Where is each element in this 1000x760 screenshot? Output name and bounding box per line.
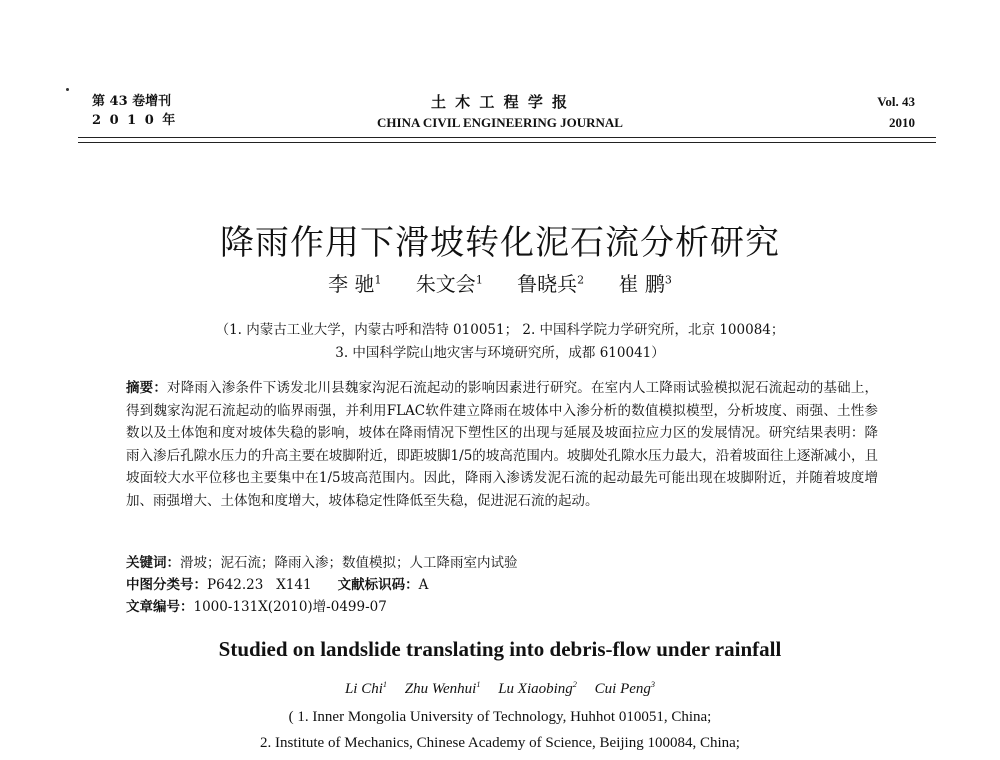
authors-cn bbox=[0, 268, 1000, 297]
classification-label: 中图分类号： bbox=[126, 577, 207, 593]
journal-name-en: CHINA CIVIL ENGINEERING JOURNAL bbox=[377, 115, 623, 130]
author-en: Lu Xiaobing$^2$ bbox=[498, 680, 577, 697]
year-label-en: 2010 bbox=[889, 115, 915, 130]
author-cn: 朱文会$^1$ bbox=[415, 272, 483, 296]
header-rule-top bbox=[78, 137, 936, 138]
classification-line bbox=[126, 575, 428, 595]
author-cn: 崔 鹏$^3$ bbox=[618, 272, 672, 296]
keywords-label: 关键词： bbox=[126, 555, 180, 571]
affiliation-en-line1: ( 1. Inner Mongolia University of Technology, Huhhot 010051, China; bbox=[288, 709, 712, 725]
year-label-cn: 2 0 1 0 年 bbox=[92, 113, 178, 128]
abstract-label: 摘要： bbox=[126, 380, 168, 396]
paper-title-cn: 降雨作用下滑坡转化泥石流分析研究 bbox=[220, 223, 780, 263]
keywords-text: 滑坡；泥石流；降雨入渗；数值模拟；人工降雨室内试验 bbox=[180, 555, 518, 571]
author-en: Zhu Wenhui$^1$ bbox=[404, 680, 481, 697]
affiliation-cn-line1: （1. 内蒙古工业大学，内蒙古呼和浩特 010051； 2. 中国科学院力学研究所，北京 100084； bbox=[215, 322, 785, 338]
doc-code-label: 文献标识码： bbox=[337, 577, 419, 593]
scan-speck bbox=[66, 88, 69, 91]
article-number-label: 文章编号： bbox=[126, 599, 194, 615]
article-number-line bbox=[126, 597, 387, 617]
affiliation-cn-line2: 3. 中国科学院山地灾害与环境研究所，成都 610041） bbox=[335, 345, 665, 361]
doc-code-value: A bbox=[418, 577, 429, 593]
article-number-value: 1000-131X(2010)增-0499-07 bbox=[193, 599, 387, 615]
volume-label-en: Vol. 43 bbox=[877, 94, 915, 109]
authors-en bbox=[0, 681, 1000, 698]
keywords-line bbox=[126, 553, 518, 573]
author-cn: 李 驰$^1$ bbox=[328, 272, 382, 296]
affiliation-en-line2: 2. Institute of Mechanics, Chinese Academy of Science, Beijing 100084, China; bbox=[260, 735, 740, 751]
paper-title-en: Studied on landslide translating into debris-flow under rainfall bbox=[218, 637, 782, 661]
author-en: Li Chi$^1$ bbox=[344, 680, 388, 697]
classification-value: P642.23 X141 bbox=[207, 577, 312, 593]
author-cn: 鲁晓兵$^2$ bbox=[517, 272, 585, 296]
journal-name-cn: 土 木 工 程 学 报 bbox=[430, 93, 570, 111]
volume-label: 第 43 卷增刊 bbox=[92, 94, 172, 109]
header-rule-bottom bbox=[78, 142, 936, 143]
author-en: Cui Peng$^3$ bbox=[594, 680, 656, 697]
abstract-text: 对降雨入渗条件下诱发北川县魏家沟泥石流起动的影响因素进行研究。在室内人工降雨试验模拟泥石流起动的基础上，得到魏家沟泥石流起动的临界雨强，并利用FLAC软件建立降雨在坡体中入渗分析的数值模拟模型，分析坡度、雨强、土性参数以及土体饱和度对坡体失稳的影响，坡体在降雨情况下塑性区的出现与延展及坡面拉应力区的发展情况。研究结果表明：降雨入渗后孔隙水压力的升高主要在坡脚附近，即距坡脚1/5的坡高范围内。坡脚处孔隙水压力最大，沿着坡面往上逐渐减小，且坡面较大水平位移也主要集中在1/5坡高范围内。因此，降雨入渗诱发泥石流的起动最先可能出现在坡脚附近，并随着坡度增加、雨强增大、土体饱和度增大，坡体稳定性降低至失稳，促进泥石流的起动。 bbox=[126, 380, 879, 509]
abstract-cn bbox=[126, 377, 878, 512]
